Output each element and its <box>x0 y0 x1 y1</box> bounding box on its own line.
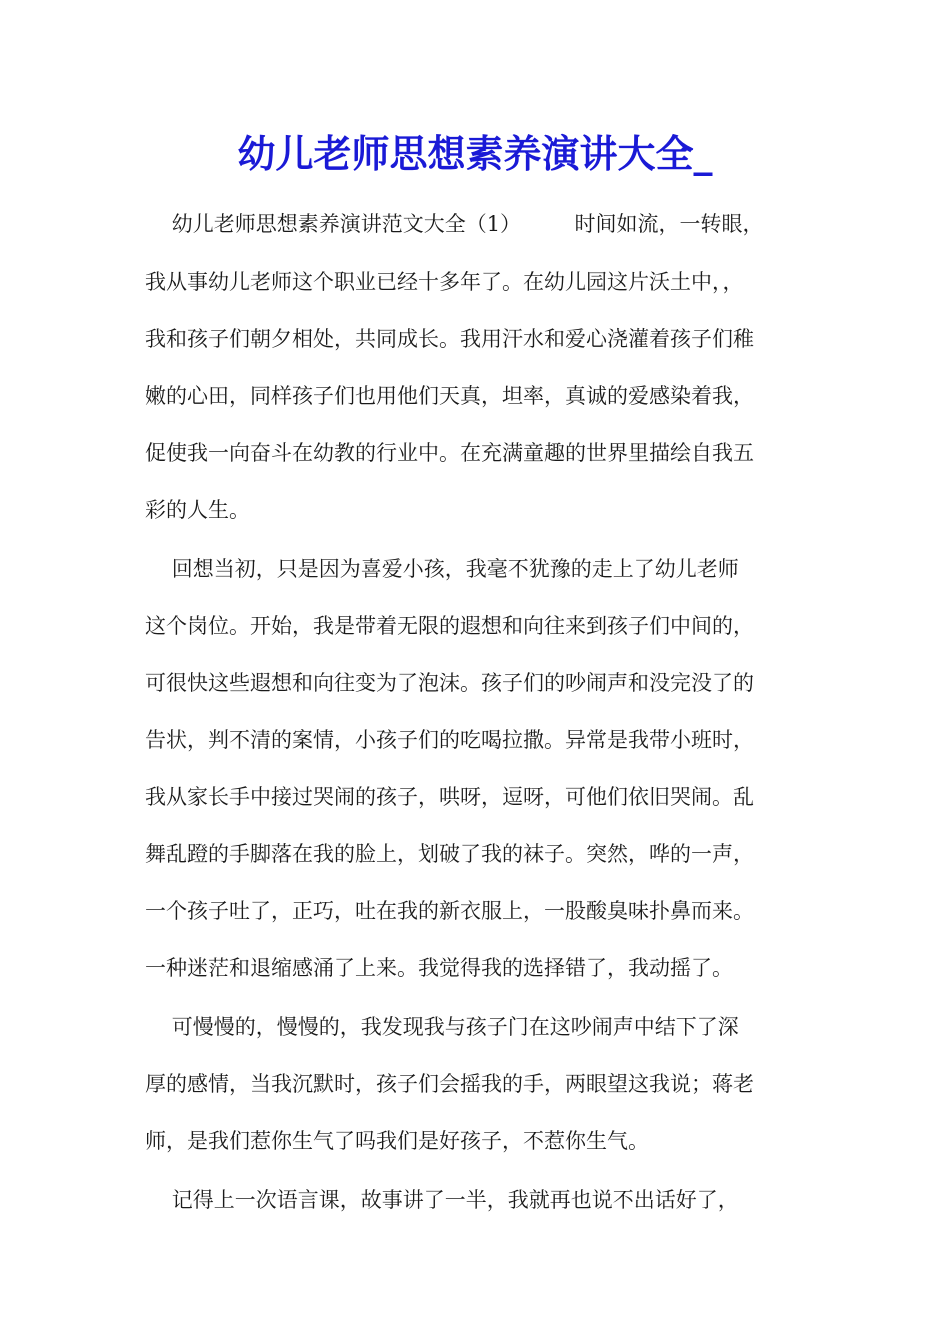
body-line: 促使我一向奋斗在幼教的行业中。在充满童趣的世界里描绘自我五 <box>145 441 754 465</box>
body-line: 我从事幼儿老师这个职业已经十多年了。在幼儿园这片沃土中，， <box>145 270 744 294</box>
body-line: 我和孩子们朝夕相处，共同成长。我用汗水和爱心浇灌着孩子们稚 <box>145 327 754 351</box>
body-line: 我从家长手中接过哭闹的孩子，哄呀，逗呀，可他们依旧哭闹。乱 <box>145 785 754 809</box>
body-line: 一种迷茫和退缩感涌了上来。我觉得我的选择错了，我动摇了。 <box>145 956 733 980</box>
document-title: 幼儿老师思想素养演讲大全_ <box>237 131 713 176</box>
body-line: 这个岗位。开始，我是带着无限的遐想和向往来到孩子们中间的， <box>145 614 754 638</box>
body-line: 可很快这些遐想和向往变为了泡沫。孩子们的吵闹声和没完没了的 <box>145 671 754 695</box>
body-line: 告状，判不清的案情，小孩子们的吃喝拉撒。异常是我带小班时， <box>145 728 754 752</box>
body-line: 嫩的心田，同样孩子们也用他们天真，坦率，真诚的爱感染着我， <box>145 384 754 408</box>
body-line: 回想当初，只是因为喜爱小孩，我毫不犹豫的走上了幼儿老师 <box>145 557 739 581</box>
body-line: 可慢慢的，慢慢的，我发现我与孩子门在这吵闹声中结下了深 <box>145 1015 739 1039</box>
body-line: 舞乱蹬的手脚落在我的脸上，划破了我的袜子。突然，哗的一声， <box>145 842 754 866</box>
body-line: 幼儿老师思想素养演讲范文大全（1） 时间如流，一转眼， <box>145 212 764 236</box>
body-line: 一个孩子吐了，正巧，吐在我的新衣服上，一股酸臭味扑鼻而来。 <box>145 899 754 923</box>
body-line: 记得上一次语言课，故事讲了一半，我就再也说不出话好了， <box>145 1188 739 1212</box>
body-line: 厚的感情，当我沉默时，孩子们会摇我的手，两眼望这我说；蒋老 <box>145 1072 754 1096</box>
body-line: 师，是我们惹你生气了吗我们是好孩子，不惹你生气。 <box>145 1129 649 1153</box>
body-line: 彩的人生。 <box>145 498 250 522</box>
